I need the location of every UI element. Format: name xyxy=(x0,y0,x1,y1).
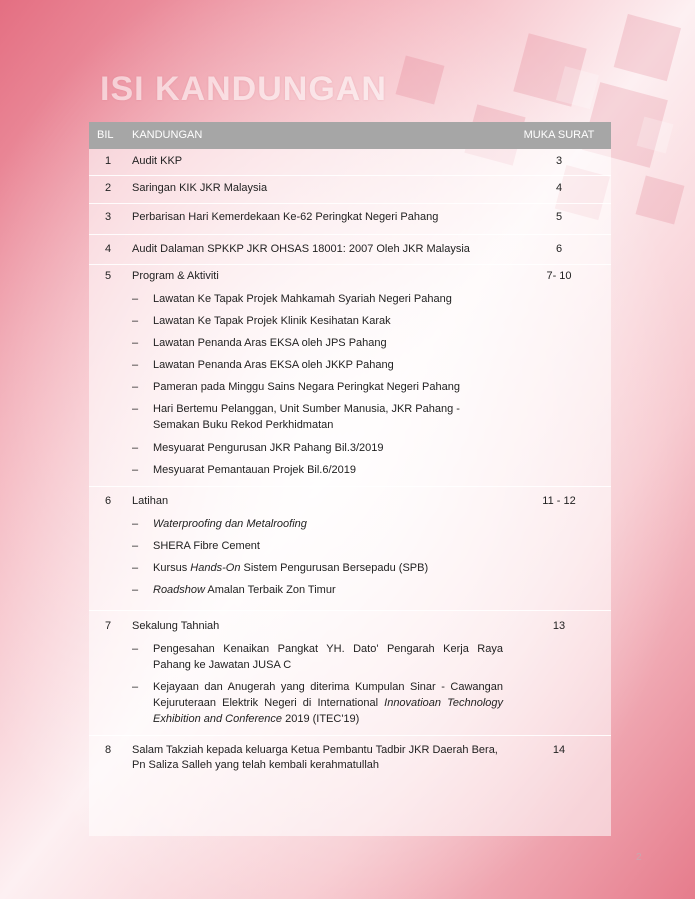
row-divider xyxy=(89,203,611,204)
header-muka-surat: MUKA SURAT xyxy=(523,129,595,141)
row-page: 3 xyxy=(555,155,563,167)
row-divider xyxy=(89,264,611,265)
contents-panel xyxy=(89,122,611,836)
page-number: 2 xyxy=(636,852,642,863)
row-number: 3 xyxy=(104,211,112,223)
header-bil: BIL xyxy=(97,129,114,141)
row-number: 8 xyxy=(104,744,112,756)
row-divider xyxy=(89,486,611,487)
row-page: 11 - 12 xyxy=(542,495,576,507)
row-title: Audit KKP xyxy=(132,155,183,167)
row-number: 4 xyxy=(104,243,112,255)
header-kandungan: KANDUNGAN xyxy=(132,129,203,141)
row-number: 6 xyxy=(104,495,112,507)
row-page: 13 xyxy=(552,620,566,632)
row-page: 5 xyxy=(555,211,563,223)
row-page: 14 xyxy=(552,744,566,756)
row-number: 7 xyxy=(104,620,112,632)
row-divider xyxy=(89,234,611,235)
row-divider xyxy=(89,175,611,176)
row-title: Latihan xyxy=(132,495,169,507)
row-title: Salam Takziah kepada keluarga Ketua Pembantu Tadbir JKR Daerah Bera, Pn Saliza Salleh yang telah kembali kerahmatullah xyxy=(132,744,498,771)
row-divider xyxy=(89,735,611,736)
row-page: 7- 10 xyxy=(546,270,572,282)
row-title: Perbarisan Hari Kemerdekaan Ke-62 Peringkat Negeri Pahang xyxy=(132,211,439,223)
row-number: 5 xyxy=(104,270,112,282)
page-heading: ISI KANDUNGAN xyxy=(100,70,387,108)
row-page: 6 xyxy=(555,243,563,255)
table-header xyxy=(89,122,611,149)
row-divider xyxy=(89,610,611,611)
row-title: Sekalung Tahniah xyxy=(132,620,220,632)
row-number: 1 xyxy=(104,155,112,167)
row-title: Audit Dalaman SPKKP JKR OHSAS 18001: 2007 Oleh JKR Malaysia xyxy=(132,243,470,255)
row-title: Program & Aktiviti xyxy=(132,270,219,282)
row-number: 2 xyxy=(104,182,112,194)
row-title: Saringan KIK JKR Malaysia xyxy=(132,182,268,194)
row-page: 4 xyxy=(555,182,563,194)
